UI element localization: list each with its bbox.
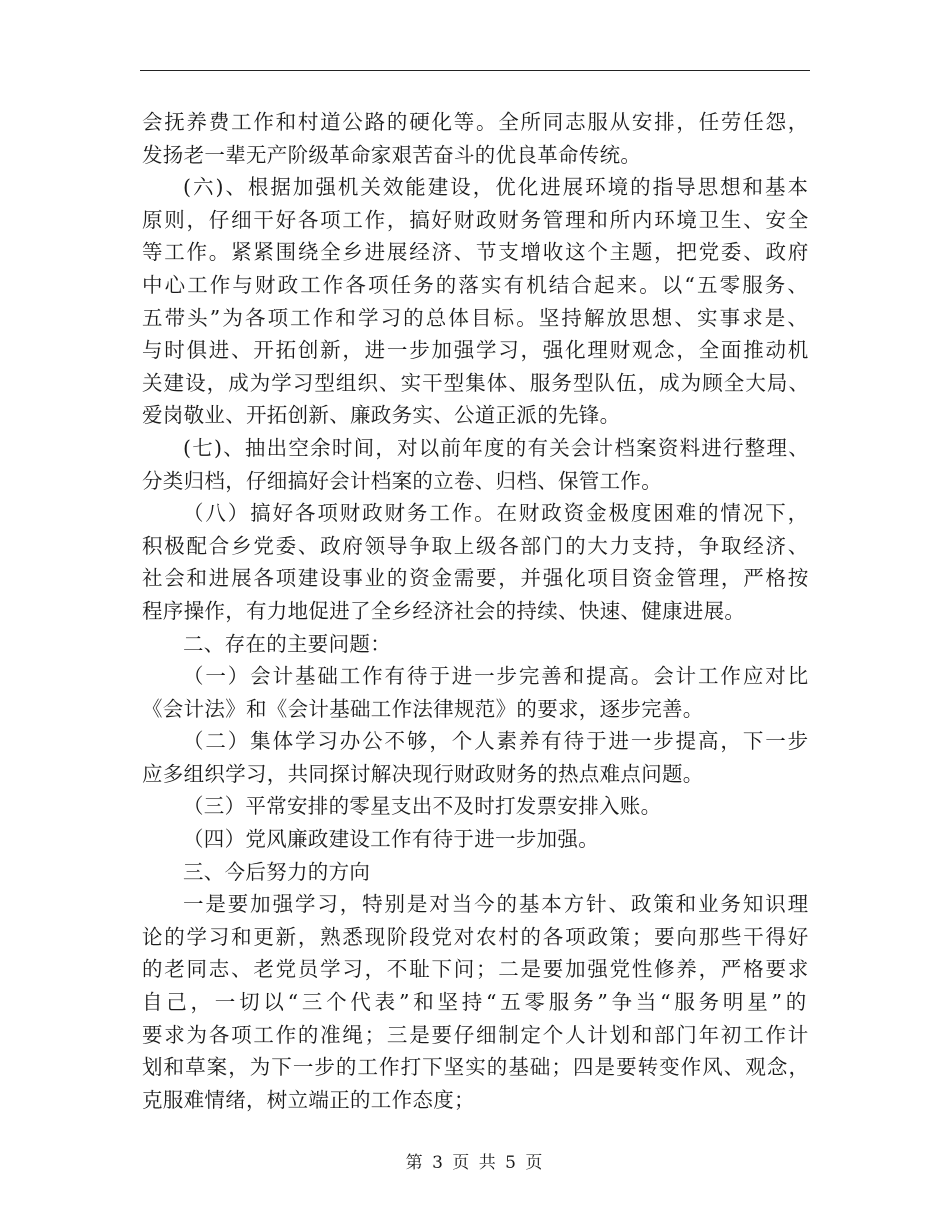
text-line: 三、今后努力的方向 — [183, 859, 371, 884]
text-line: （八）搞好各项财政财务工作。在财政资金极度困难的情况下， — [183, 501, 810, 526]
text-line: 爱岗敬业、开拓创新、廉政务实、公道正派的先锋。 — [142, 403, 621, 428]
text-line: (六)、根据加强机关效能建设，优化进展环境的指导思想和基本 — [183, 175, 810, 200]
document-body — [142, 106, 810, 1116]
text-line: （二）集体学习办公不够，个人素养有待于进一步提高，下一步 — [183, 729, 810, 754]
text-line: 《会计法》和《会计基础工作法律规范》的要求，逐步完善。 — [142, 696, 704, 721]
text-line: 自己，一切以“三个代表”和坚持“五零服务”争当“服务明星”的 — [142, 990, 810, 1015]
text-line: （四）党风廉政建设工作有待于进一步加强。 — [183, 827, 599, 852]
text-line: 要求为各项工作的准绳；三是要仔细制定个人计划和部门年初工作计 — [142, 1022, 810, 1047]
text-line: 划和草案，为下一步的工作打下坚实的基础；四是要转变作风、观念， — [142, 1055, 810, 1080]
text-line: 等工作。紧紧围绕全乡进展经济、节支增收这个主题，把党委、政府 — [142, 240, 810, 265]
header-rule — [140, 70, 810, 71]
text-line: 会抚养费工作和村道公路的硬化等。全所同志服从安排，任劳任怨， — [142, 110, 810, 134]
text-line: 克服难情绪，树立端正的工作态度； — [142, 1087, 475, 1112]
text-line: 关建设，成为学习型组织、实干型集体、服务型队伍，成为顾全大局、 — [142, 370, 810, 395]
text-line: 程序操作，有力地促进了全乡经济社会的持续、快速、健康进展。 — [142, 598, 746, 623]
text-line: 原则，仔细干好各项工作，搞好财政财务管理和所内环境卫生、安全 — [142, 207, 810, 232]
text-line: （三）平常安排的零星支出不及时打发票安排入账。 — [183, 794, 662, 819]
text-line: 论的学习和更新，熟悉现阶段党对农村的各项政策；要向那些干得好 — [142, 924, 810, 949]
page-footer: 第 3 页 共 5 页 — [405, 1153, 545, 1173]
text-line: (七)、抽出空余时间，对以前年度的有关会计档案资料进行整理、 — [183, 435, 810, 460]
text-line: 的老同志、老党员学习，不耻下问；二是要加强党性修养，严格要求 — [142, 957, 810, 982]
text-line: 与时俱进、开拓创新，进一步加强学习，强化理财观念，全面推动机 — [142, 338, 810, 363]
text-line: 一是要加强学习，特别是对当今的基本方针、政策和业务知识理 — [183, 892, 810, 917]
text-line: 积极配合乡党委、政府领导争取上级各部门的大力支持，争取经济、 — [142, 533, 810, 558]
text-line: （一）会计基础工作有待于进一步完善和提高。会计工作应对比 — [183, 664, 810, 689]
text-line: 社会和进展各项建设事业的资金需要，并强化项目资金管理，严格按 — [142, 566, 810, 591]
text-line: 五带头”为各项工作和学习的总体目标。坚持解放思想、实事求是、 — [142, 305, 810, 330]
text-line: 分类归档，仔细搞好会计档案的立卷、归档、保管工作。 — [142, 468, 662, 493]
text-line: 中心工作与财政工作各项任务的落实有机结合起来。以“五零服务、 — [142, 272, 810, 297]
text-line: 二、存在的主要问题： — [183, 631, 391, 656]
text-line: 应多组织学习，共同探讨解决现行财政财务的热点难点问题。 — [142, 761, 704, 786]
text-line: 发扬老一辈无产阶级革命家艰苦奋斗的优良革命传统。 — [142, 142, 642, 167]
